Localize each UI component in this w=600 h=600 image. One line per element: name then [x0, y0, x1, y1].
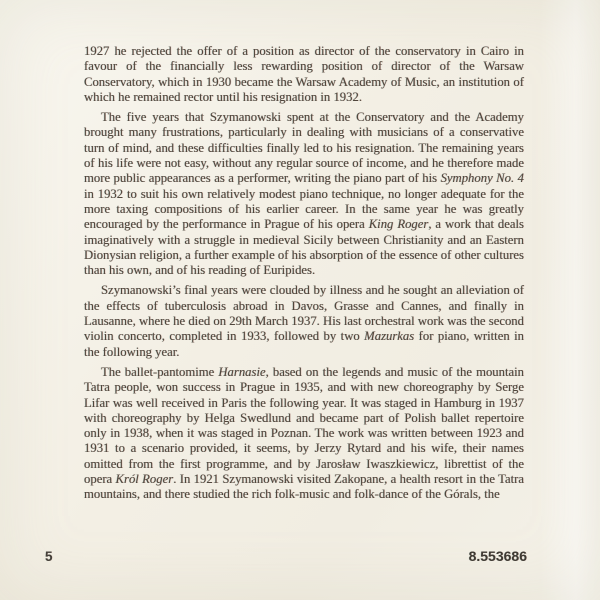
paragraph-1: 1927 he rejected the offer of a position as director of the conservatory in Cairo in favour of the financially less rewarding position of director of the Warsaw Conservatory, which in 1930 became the Warsaw Academy of Music, an institution of which he remained rector until his resignation in 1932. [84, 44, 524, 104]
paragraph-3: Szymanowski’s final years were clouded by illness and he sought an alleviation of the effects of tuberculosis abroad in Davos, Grasse and Cannes, and finally in Lausanne, where he died on 29th March 1937. His last orchestral work was the second violin concerto, completed in 1933, followed by two Mazurkas for piano, written in the following year. [84, 283, 524, 359]
paragraph-4: The ballet-pantomime Harnasie, based on the legends and music of the mountain Tatra people, won success in Prague in 1935, and with new choreography by Serge Lifar was well received in Paris the following year. It was staged in Hamburg in 1937 with choreography by Helga Swedlund and became part of Polish ballet repertoire only in 1938, when it was staged in Poznan. The work was written between 1923 and 1931 to a scenario provided, it seems, by Jerzy Rytard and his wife, their names omitted from the first programme, and by Jarosław Iwaszkiewicz, librettist of the opera Król Roger. In 1921 Szymanowski visited Zakopane, a health resort in the Tatra mountains, and there studied the rich folk-music and folk-dance of the Górals, the [84, 364, 525, 502]
catalog-number: 8.553686 [468, 548, 527, 564]
text-column [84, 44, 524, 503]
page-number: 5 [45, 549, 53, 564]
paragraph-2: The five years that Szymanowski spent at the Conservatory and the Academy brought many frustrations, particularly in dealing with musicians of a conservative turn of mind, and these difficulties finally led to his resignation. The remaining years of his life were not easy, without any regular source of income, and he therefore made more public appearances as a performer, writing the piano part of his Symphony No. 4 in 1932 to suit his own relatively modest piano technique, no longer adequate for the more taxing compositions of his earlier career. In the same year he was greatly encouraged by the performance in Prague of his opera King Roger, a work that deals imaginatively with a struggle in medieval Sicily between Christianity and an Eastern Dionysian religion, a further example of his absorption of the essence of other cultures than his own, and of his reading of Euripides. [84, 110, 524, 278]
